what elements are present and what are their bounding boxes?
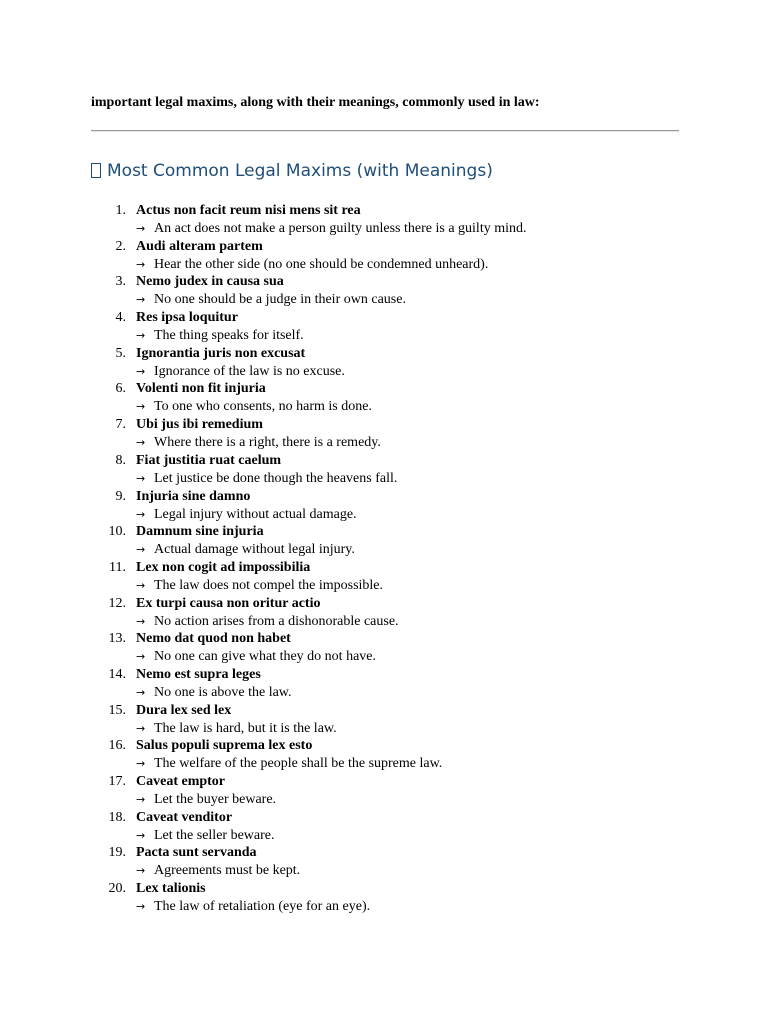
maxim-meaning bbox=[136, 755, 442, 773]
maxim-term: Nemo judex in causa sua bbox=[136, 274, 284, 290]
maxim-term: Dura lex sed lex bbox=[136, 702, 232, 718]
scales-icon bbox=[91, 163, 101, 178]
maxim-term: Nemo est supra leges bbox=[136, 666, 261, 682]
list-item-number: 13. bbox=[108, 631, 126, 647]
maxim-meaning-text: The law does not compel the impossible. bbox=[154, 577, 384, 593]
maxim-term: Ubi jus ibi remedium bbox=[136, 417, 263, 433]
maxim-term: Caveat emptor bbox=[136, 774, 226, 789]
maxim-meaning bbox=[136, 648, 376, 666]
arrow-right-icon: → bbox=[136, 721, 146, 735]
maxim-meaning bbox=[136, 720, 337, 738]
arrow-right-icon: → bbox=[136, 614, 146, 628]
arrow-right-icon: → bbox=[136, 543, 146, 557]
maxim-meaning bbox=[136, 220, 526, 238]
arrow-right-icon: → bbox=[136, 257, 146, 271]
list-item bbox=[0, 595, 768, 631]
arrow-right-icon: → bbox=[136, 757, 146, 771]
list-item bbox=[0, 202, 768, 238]
maxim-meaning bbox=[136, 470, 397, 488]
section-heading-text: Most Common Legal Maxims (with Meanings) bbox=[107, 161, 493, 181]
list-item bbox=[0, 238, 768, 274]
list-item-number: 15. bbox=[108, 702, 126, 718]
maxim-term: Res ipsa loquitur bbox=[136, 310, 238, 326]
arrow-right-icon: → bbox=[136, 828, 146, 842]
list-item-number: 12. bbox=[108, 595, 126, 611]
maxim-term: Pacta sunt servanda bbox=[136, 845, 257, 861]
maxim-term: Ex turpi causa non oritur actio bbox=[136, 595, 321, 611]
maxim-term: Actus non facit reum nisi mens sit rea bbox=[136, 203, 361, 218]
maxim-meaning bbox=[136, 434, 381, 452]
list-item bbox=[0, 345, 768, 381]
maxim-term: Caveat venditor bbox=[136, 809, 233, 825]
maxim-meaning-text: Hear the other side (no one should be condemned unheard). bbox=[154, 256, 489, 272]
list-item bbox=[0, 737, 768, 773]
maxim-meaning-text: Legal injury without actual damage. bbox=[154, 506, 357, 522]
maxim-meaning bbox=[136, 256, 488, 274]
maxim-meaning bbox=[136, 363, 345, 381]
list-item-number: 3. bbox=[115, 274, 126, 290]
maxim-meaning-text: Ignorance of the law is no excuse. bbox=[154, 363, 345, 379]
maxim-meaning-text: Let justice be done though the heavens fall. bbox=[154, 470, 398, 486]
maxim-meaning bbox=[136, 791, 276, 809]
arrow-right-icon: → bbox=[136, 507, 146, 521]
list-item-number: 17. bbox=[108, 774, 126, 789]
maxim-term: Injuria sine damno bbox=[136, 488, 251, 504]
arrow-right-icon: → bbox=[136, 293, 146, 307]
list-item-number: 20. bbox=[108, 881, 126, 897]
maxim-list bbox=[0, 202, 768, 916]
horizontal-rule bbox=[91, 130, 679, 132]
list-item bbox=[0, 309, 768, 345]
maxim-meaning bbox=[136, 291, 406, 309]
maxim-meaning-text: The thing speaks for itself. bbox=[154, 328, 304, 344]
list-item bbox=[0, 488, 768, 524]
list-item-number: 6. bbox=[115, 381, 126, 397]
arrow-right-icon: → bbox=[136, 900, 146, 914]
list-item-number: 16. bbox=[108, 738, 126, 754]
maxim-meaning-text: No one can give what they do not have. bbox=[154, 649, 376, 665]
maxim-term: Audi alteram partem bbox=[136, 238, 263, 254]
maxim-meaning bbox=[136, 862, 300, 880]
arrow-right-icon: → bbox=[136, 793, 146, 806]
list-item-number: 14. bbox=[108, 666, 126, 682]
list-item-number: 8. bbox=[115, 452, 126, 468]
maxim-meaning-text: To one who consents, no harm is done. bbox=[154, 399, 372, 415]
maxim-meaning-text: Actual damage without legal injury. bbox=[154, 542, 355, 558]
maxim-meaning bbox=[136, 577, 383, 595]
maxim-term: Lex talionis bbox=[136, 881, 206, 897]
arrow-right-icon: → bbox=[136, 400, 146, 414]
maxim-term: Volenti non fit injuria bbox=[136, 381, 266, 397]
maxim-meaning-text: The law is hard, but it is the law. bbox=[154, 720, 337, 736]
maxim-meaning-text: Let the seller beware. bbox=[154, 827, 275, 843]
maxim-meaning-text: The law of retaliation (eye for an eye). bbox=[154, 899, 371, 915]
maxim-meaning bbox=[136, 398, 372, 416]
list-item bbox=[0, 773, 768, 809]
maxim-term: Salus populi suprema lex esto bbox=[136, 738, 313, 754]
maxim-meaning-text: An act does not make a person guilty unless there is a guilty mind. bbox=[154, 221, 527, 236]
arrow-right-icon: → bbox=[136, 436, 146, 450]
list-item bbox=[0, 416, 768, 452]
maxim-meaning bbox=[136, 506, 357, 524]
maxim-meaning bbox=[136, 327, 304, 345]
list-item bbox=[0, 630, 768, 666]
maxim-meaning-text: No one should be a judge in their own cause. bbox=[154, 292, 406, 308]
maxim-meaning-text: Where there is a right, there is a remedy. bbox=[154, 435, 381, 451]
list-item-number: 1. bbox=[115, 203, 126, 218]
maxim-meaning-text: No one is above the law. bbox=[154, 684, 292, 700]
list-item-number: 19. bbox=[108, 845, 126, 861]
list-item-number: 18. bbox=[108, 809, 126, 825]
arrow-right-icon: → bbox=[136, 578, 146, 592]
maxim-meaning bbox=[136, 684, 292, 702]
arrow-right-icon: → bbox=[136, 864, 146, 878]
list-item-number: 10. bbox=[108, 524, 126, 540]
maxim-term: Ignorantia juris non excusat bbox=[136, 345, 306, 361]
list-item bbox=[0, 666, 768, 702]
list-item bbox=[0, 809, 768, 845]
intro-text: important legal maxims, along with their meanings, commonly used in law: bbox=[91, 95, 540, 110]
maxim-term: Fiat justitia ruat caelum bbox=[136, 452, 282, 468]
arrow-right-icon: → bbox=[136, 650, 146, 664]
maxim-meaning bbox=[136, 541, 355, 559]
list-item-number: 9. bbox=[115, 488, 126, 504]
list-item bbox=[0, 844, 768, 880]
maxim-term: Damnum sine injuria bbox=[136, 524, 264, 540]
list-item-number: 4. bbox=[115, 310, 126, 326]
maxim-meaning-text: The welfare of the people shall be the supreme law. bbox=[154, 756, 443, 772]
list-item-number: 2. bbox=[115, 238, 126, 254]
maxim-term: Lex non cogit ad impossibilia bbox=[136, 559, 311, 575]
arrow-right-icon: → bbox=[136, 222, 146, 235]
arrow-right-icon: → bbox=[136, 329, 146, 343]
list-item bbox=[0, 273, 768, 309]
list-item-number: 5. bbox=[115, 345, 126, 361]
list-item bbox=[0, 523, 768, 559]
list-item-number: 7. bbox=[115, 417, 126, 433]
maxim-meaning bbox=[136, 613, 399, 631]
arrow-right-icon: → bbox=[136, 364, 146, 378]
maxim-meaning bbox=[136, 898, 370, 916]
list-item bbox=[0, 380, 768, 416]
maxim-meaning-text: Agreements must be kept. bbox=[154, 863, 301, 879]
arrow-right-icon: → bbox=[136, 685, 146, 699]
maxim-meaning bbox=[136, 827, 275, 845]
list-item bbox=[0, 702, 768, 738]
list-item-number: 11. bbox=[109, 559, 126, 575]
arrow-right-icon: → bbox=[136, 471, 146, 485]
list-item bbox=[0, 880, 768, 916]
list-item bbox=[0, 452, 768, 488]
maxim-meaning-text: No action arises from a dishonorable cause. bbox=[154, 613, 399, 629]
section-heading bbox=[91, 159, 493, 183]
maxim-meaning-text: Let the buyer beware. bbox=[154, 792, 277, 807]
maxim-term: Nemo dat quod non habet bbox=[136, 631, 291, 647]
list-item bbox=[0, 559, 768, 595]
